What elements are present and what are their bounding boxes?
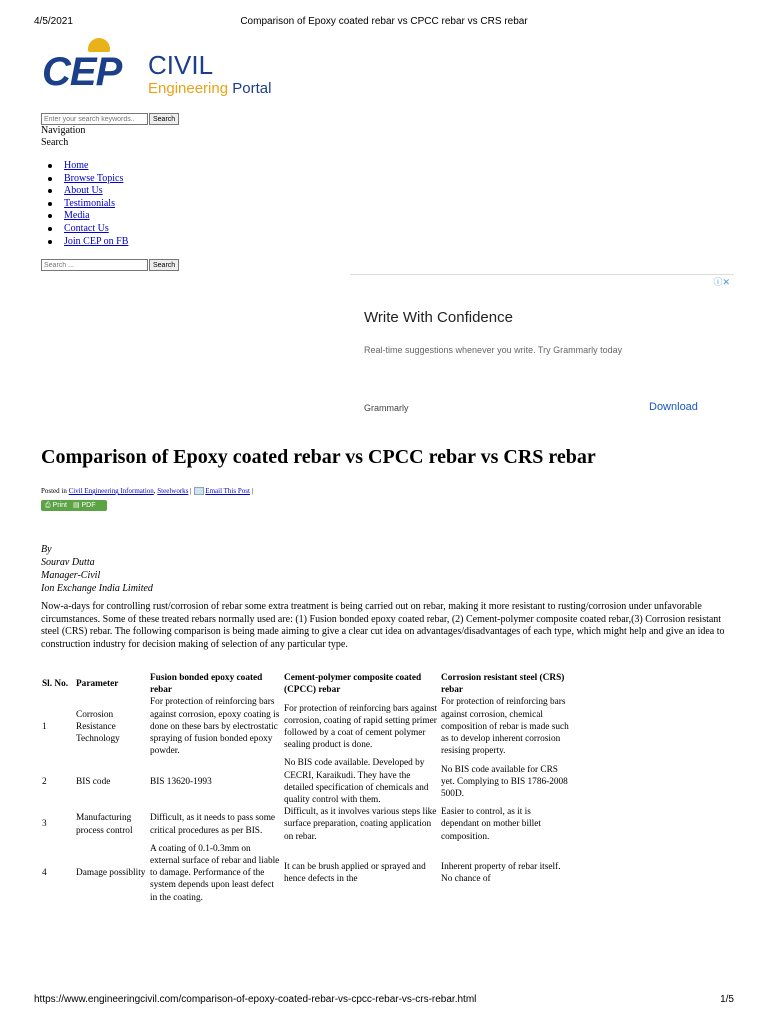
- table-cell-param: Damage possiblity: [76, 868, 146, 879]
- ad-subtext: Real-time suggestions whenever you write. Try Grammarly today: [364, 345, 623, 355]
- table-row: [41, 806, 570, 843]
- print-url: https://www.engineeringcivil.com/comparison-of-epoxy-coated-rebar-vs-cpcc-rebar-vs-crs-rebar.html: [34, 994, 477, 1005]
- site-logo[interactable]: [42, 38, 292, 110]
- header-epoxy: Fusion bonded epoxy coated rebar: [150, 673, 263, 696]
- top-search-input[interactable]: [41, 113, 148, 125]
- post-meta: [41, 487, 253, 495]
- print-page-number: 1/5: [720, 994, 734, 1005]
- email-icon: [194, 487, 204, 495]
- table-cell-crs: Easier to control, as it is dependant on mother billet composition.: [441, 807, 541, 842]
- table-cell-sl: 1: [42, 721, 47, 732]
- main-navigation: [64, 160, 128, 248]
- posted-in-label: Posted in: [41, 487, 67, 495]
- byline-by: By: [41, 544, 52, 555]
- logo-engineering-word: Engineering: [148, 80, 229, 97]
- article-title: Comparison of Epoxy coated rebar vs CPCC rebar vs CRS rebar: [41, 446, 596, 468]
- bottom-search-form: [41, 259, 179, 271]
- byline-company: Ion Exchange India Limited: [41, 583, 153, 594]
- ad-download-button[interactable]: Download: [649, 401, 698, 413]
- header-cpcc: Cement-polymer composite coated (CPCC) rebar: [284, 673, 422, 696]
- table-cell-sl: 2: [42, 776, 47, 787]
- byline-role: Manager-Civil: [41, 570, 101, 581]
- table-cell-epoxy: BIS 13620-1993: [150, 776, 212, 787]
- header-crs: Corrosion resistant steel (CRS) rebar: [441, 673, 565, 696]
- bottom-search-button[interactable]: Search: [149, 259, 179, 271]
- pdf-button-label: PDF: [81, 502, 96, 509]
- meta-separator-end: |: [251, 487, 254, 495]
- byline-author: Sourav Dutta: [41, 557, 95, 568]
- logo-portal-text: [148, 80, 271, 97]
- print-button-label: Print: [52, 502, 67, 509]
- table-cell-param: BIS code: [76, 776, 111, 787]
- table-cell-cpcc: No BIS code available. Developed by CECRI, Karaikudi. They have the detailed specification of chemicals and quality control with them.: [284, 758, 429, 806]
- table-cell-cpcc: Difficult, as it involves various steps like surface preparation, coating application on rebar.: [284, 807, 437, 842]
- top-search-form: [41, 113, 179, 125]
- meta-separator: |: [190, 487, 192, 495]
- nav-link-join-fb[interactable]: Join CEP on FB: [64, 235, 129, 247]
- nav-item-contact-us: [64, 223, 128, 236]
- table-header-row: [41, 672, 570, 696]
- table-row: [41, 696, 570, 757]
- table-cell-cpcc: For protection of reinforcing bars against corrosion, coating of rapid setting primer followed by a coat of cement polymer sealing product is done.: [284, 703, 438, 751]
- table-cell-epoxy: Difficult, as it needs to pass some critical procedures as per BIS.: [150, 813, 276, 836]
- print-button[interactable]: ⎙ Print: [45, 502, 67, 509]
- table-row: [41, 757, 570, 806]
- intro-paragraph: Now-a-days for controlling rust/corrosion of rebar some extra treatment is being carried out on rebar, making it more resistant to rusting/corrosion under unfavorable circumstances. Some of these treated rebars normally used are: (1) Fusion bonded epoxy coated rebar, (2) Cement-polymer composite coated rebar,(3) Corrosion resistant steel (CRS) rebar. The following comparison is being made aiming to give a clear cut idea on advantages/disadvantages of each type, which might help and give an idea to construction industry for decision making of selection of any particular type.: [41, 601, 725, 650]
- nav-item-media: [64, 210, 128, 223]
- table-cell-epoxy: For protection of reinforcing bars against corrosion, epoxy coating is done on these bars by electrostatic spraying of fusion bonded epoxy powder.: [150, 697, 280, 757]
- navigation-label: Navigation: [41, 125, 86, 136]
- logo-portal-word: Portal: [232, 80, 272, 97]
- nav-item-home: [64, 160, 128, 173]
- ad-info-close-icon[interactable]: ⓘ✕: [713, 277, 730, 287]
- nav-item-testimonials: [64, 198, 128, 211]
- email-post-link[interactable]: Email This Post: [205, 487, 250, 495]
- header-parameter: Parameter: [76, 679, 119, 690]
- category-link-steelworks[interactable]: Steelworks: [157, 487, 189, 495]
- table-cell-cpcc: It can be brush applied or sprayed and hence defects in the: [284, 862, 426, 885]
- print-header: [0, 0, 768, 40]
- print-title: Comparison of Epoxy coated rebar vs CPCC rebar vs CRS rebar: [240, 16, 528, 27]
- search-label: Search: [41, 137, 69, 148]
- nav-link-browse-topics[interactable]: Browse Topics: [64, 172, 124, 184]
- table-cell-crs: Inherent property of rebar itself. No chance of: [441, 862, 561, 885]
- nav-link-contact-us[interactable]: Contact Us: [64, 222, 109, 234]
- nav-item-about-us: [64, 185, 128, 198]
- grammarly-ad[interactable]: [350, 274, 734, 425]
- nav-link-about-us[interactable]: About Us: [64, 185, 103, 197]
- nav-link-testimonials[interactable]: Testimonials: [64, 197, 115, 209]
- ad-brand: Grammarly: [364, 403, 409, 413]
- table-cell-param: Manufacturing process control: [76, 813, 133, 836]
- pdf-button[interactable]: ▤ PDF: [72, 502, 96, 509]
- nav-link-home[interactable]: Home: [64, 160, 89, 171]
- table-cell-sl: 3: [42, 819, 47, 830]
- header-sl-no: Sl. No.: [42, 679, 69, 690]
- table-cell-sl: 4: [42, 868, 47, 879]
- logo-civil-text: CIVIL: [148, 50, 214, 80]
- category-link-civil-engineering-information[interactable]: Civil Engineering Information: [68, 487, 154, 495]
- table-row: [41, 843, 570, 904]
- table-cell-crs: For protection of reinforcing bars against corrosion, chemical composition of rebar is made such as to develop inherent corrosion resising property.: [441, 697, 569, 757]
- print-footer: [0, 994, 768, 1010]
- author-byline: [41, 543, 153, 595]
- print-pdf-bar: [41, 500, 107, 511]
- table-cell-param: Corrosion Resistance Technology: [76, 709, 120, 745]
- nav-item-browse-topics: [64, 173, 128, 186]
- nav-link-media[interactable]: Media: [64, 210, 90, 222]
- comparison-table: [41, 672, 570, 904]
- print-date: 4/5/2021: [34, 16, 73, 27]
- bottom-search-input[interactable]: [41, 259, 148, 271]
- logo-cep-text: CEP: [42, 50, 122, 94]
- ad-headline: Write With Confidence: [364, 309, 513, 326]
- top-search-button[interactable]: Search: [149, 113, 179, 125]
- table-cell-epoxy: A coating of 0.1-0.3mm on external surface of rebar and liable to damage. Performance of the system depends upon least defect in the coating.: [150, 843, 280, 903]
- category-separator: ,: [153, 487, 156, 495]
- table-cell-crs: No BIS code available for CRS yet. Complying to BIS 1786-2008 500D.: [441, 764, 568, 799]
- nav-item-join-fb: [64, 236, 128, 249]
